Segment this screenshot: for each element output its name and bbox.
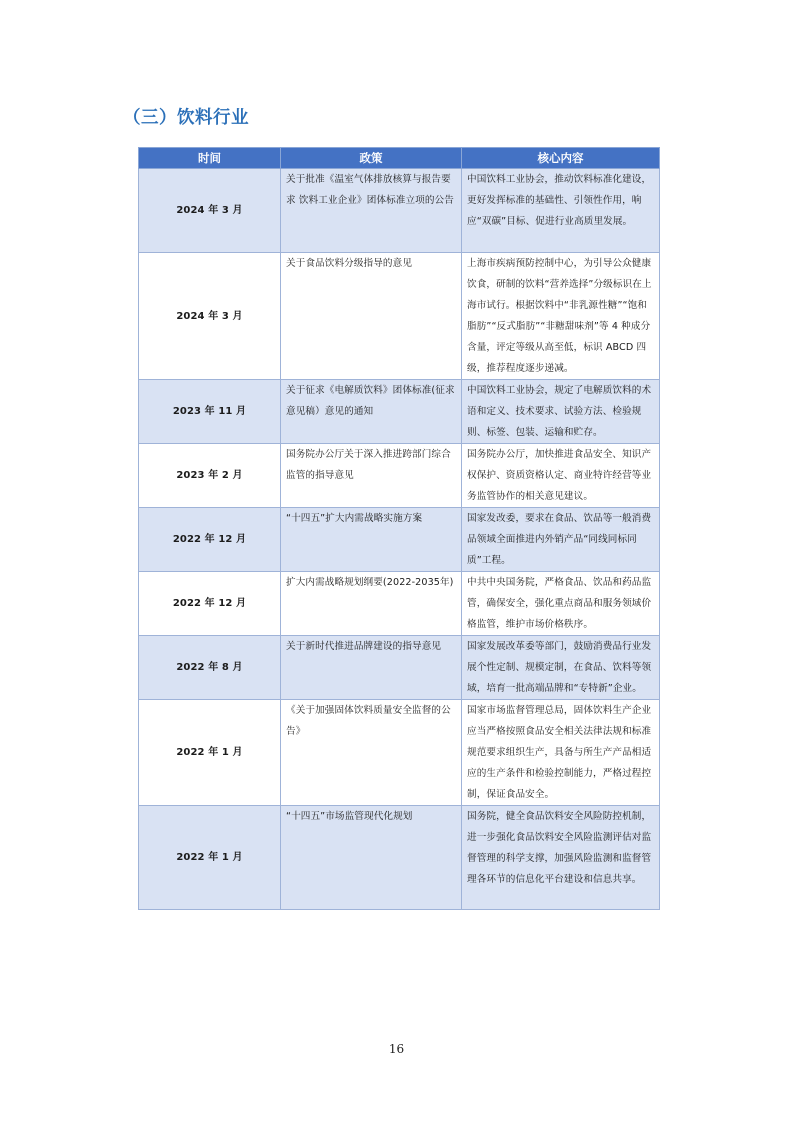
row-content: 国家发改委，要求在食品、饮品等一般消费品领域全面推进内外销产品“同线同标同质”工程。 bbox=[462, 508, 660, 572]
row-policy: 《关于加强固体饮料质量安全监督的公告》 bbox=[281, 700, 462, 806]
row-content: 中国饮料工业协会，推动饮料标准化建设，更好发挥标准的基础性、引领性作用，响应“双碳”目标、促进行业高质里发展。 bbox=[462, 169, 660, 253]
row-policy: “十四五”扩大内需战略实施方案 bbox=[281, 508, 462, 572]
row-time: 2022 年 1 月 bbox=[139, 806, 281, 910]
row-policy: 扩大内需战略规划纲要(2022-2035年) bbox=[281, 572, 462, 636]
table-row bbox=[139, 636, 660, 700]
row-time: 2024 年 3 月 bbox=[139, 169, 281, 253]
table-row bbox=[139, 253, 660, 380]
row-policy: 关于批准《温室气体排放核算与报告要求 饮料工业企业》团体标准立项的公告 bbox=[281, 169, 462, 253]
row-policy: “十四五”市场监管现代化规划 bbox=[281, 806, 462, 910]
row-time: 2024 年 3 月 bbox=[139, 253, 281, 380]
page-number: 16 bbox=[388, 1042, 405, 1056]
table-row bbox=[139, 380, 660, 444]
policy-table bbox=[138, 147, 660, 910]
table-row bbox=[139, 508, 660, 572]
row-content: 国家发展改革委等部门，鼓励消费品行业发展个性定制、规模定制，在食品、饮料等领域，培育一批高端品牌和“专特新”企业。 bbox=[462, 636, 660, 700]
row-policy: 关于征求《电解质饮料》团体标准(征求意见稿）意见的通知 bbox=[281, 380, 462, 444]
row-time: 2023 年 11 月 bbox=[139, 380, 281, 444]
table-row bbox=[139, 700, 660, 806]
row-time: 2023 年 2 月 bbox=[139, 444, 281, 508]
table-row bbox=[139, 169, 660, 253]
row-time: 2022 年 8 月 bbox=[139, 636, 281, 700]
row-content: 国家市场监督管理总局，固体饮料生产企业应当严格按照食品安全相关法律法规和标准规范要求组织生产，具备与所生产产品相适应的生产条件和检验控制能力，严格过程控制，保证食品安全。 bbox=[462, 700, 660, 806]
row-policy: 国务院办公厅关于深入推进跨部门综合监管的指导意见 bbox=[281, 444, 462, 508]
row-content: 国务院办公厅，加快推进食品安全、知识产权保护、资质资格认定、商业特许经营等业务监管协作的相关意见建议。 bbox=[462, 444, 660, 508]
row-policy: 关于新时代推进品牌建设的指导意见 bbox=[281, 636, 462, 700]
row-time: 2022 年 12 月 bbox=[139, 508, 281, 572]
table-row bbox=[139, 572, 660, 636]
header-policy: 政策 bbox=[281, 148, 462, 169]
header-content: 核心内容 bbox=[462, 148, 660, 169]
row-content: 中共中央国务院，严格食品、饮品和药品监管，确保安全，强化重点商品和服务领域价格监管，维护市场价格秩序。 bbox=[462, 572, 660, 636]
row-policy: 关于食品饮料分级指导的意见 bbox=[281, 253, 462, 380]
section-title: （三）饮料行业 bbox=[123, 108, 249, 128]
table-header-row bbox=[139, 148, 660, 169]
row-content: 中国饮料工业协会，规定了电解质饮料的术语和定义、技术要求、试验方法、检验规则、标签、包装、运输和贮存。 bbox=[462, 380, 660, 444]
row-content: 国务院，健全食品饮料安全风险防控机制，进一步强化食品饮料安全风险监测评估对监督管理的科学支撑，加强风险监测和监督管理各环节的信息化平台建设和信息共享。 bbox=[462, 806, 660, 910]
row-time: 2022 年 12 月 bbox=[139, 572, 281, 636]
header-time: 时间 bbox=[139, 148, 281, 169]
row-content: 上海市疾病预防控制中心，为引导公众健康饮食，研制的饮料“营养选择”分级标识在上海市试行。根据饮料中“非乳源性糖”“饱和脂肪”“反式脂肪”“非糖甜味剂”等 4 种成分含量，评定等级从高至低，标识 ABCD 四级，推荐程度逐步递减。 bbox=[462, 253, 660, 380]
row-time: 2022 年 1 月 bbox=[139, 700, 281, 806]
table-row bbox=[139, 806, 660, 910]
table-row bbox=[139, 444, 660, 508]
